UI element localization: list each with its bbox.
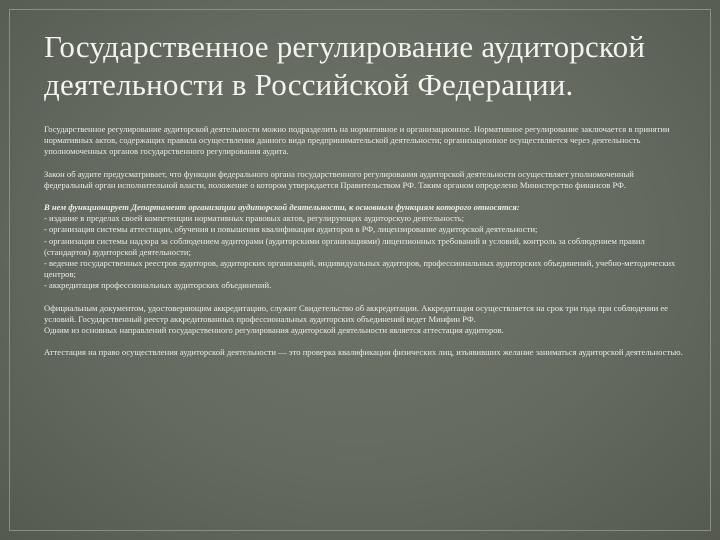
function-item: - ведение государственных реестров аудиторов, аудиторских организаций, индивидуальных аудиторов, профессиональных аудиторских объединений, учебно-методических центров; (44, 258, 676, 280)
paragraph-regulation-types: Государственное регулирование аудиторской деятельности можно подразделить на нормативное и организационное. Нормативное регулирование заключается в принятии нормативных актов, содержащих правила осуществления данного вида предпринимательской деятельности; организационное осуществляется через деятельность уполномоченных органов государственного регулирования аудита. (44, 124, 670, 157)
paragraph-accreditation (44, 303, 684, 337)
attestation-direction-text: Одним из основных направлений государственного регулирования аудиторской деятельности является аттестация аудиторов. (44, 325, 504, 336)
slide-title: Государственное регулирование аудиторской деятельности в Российской Федерации. (44, 29, 646, 102)
function-item: - аккредитация профессиональных аудиторских объединений. (44, 280, 272, 291)
paragraph-attestation: Аттестация на право осуществления аудиторской деятельности — это проверка квалификации физических лиц, изъявивших желание заниматься аудиторской деятельностью. (44, 347, 683, 358)
slide-body (44, 124, 684, 369)
function-item: - организация системы надзора за соблюдением аудиторами (аудиторскими организациями) лицензионных требований и условий, контроль за соблюдением правил (стандартов) аудиторской деятельности; (44, 235, 645, 257)
function-item: - организация системы аттестации, обучения и повышения квалификации аудиторов в РФ, лицензирование аудиторской деятельности; (44, 224, 538, 235)
accreditation-text: Официальным документом, удостоверяющим аккредитацию, служит Свидетельство об аккредитации. Аккредитация осуществляется на срок три года при соблюдении ее условий. Государственный реестр аккредитованных профессиональных аудиторских объединений ведет Минфин РФ. (44, 302, 668, 324)
paragraph-audit-law: Закон об аудите предусматривает, что функции федерального органа государственного регулирования аудиторской деятельности осуществляет уполномоченный федеральный орган исполнительной власти, положение о котором утверждается Правительством РФ. Таким органом определено Министерство финансов РФ. (44, 168, 634, 190)
paragraph-department-functions (44, 202, 684, 292)
functions-lead: В нем функционирует Департамент организации аудиторской деятельности, к основным функциям которого относятся: (44, 202, 520, 213)
function-item: - издание в пределах своей компетенции нормативных правовых актов, регулирующих аудиторскую деятельность; (44, 213, 465, 224)
